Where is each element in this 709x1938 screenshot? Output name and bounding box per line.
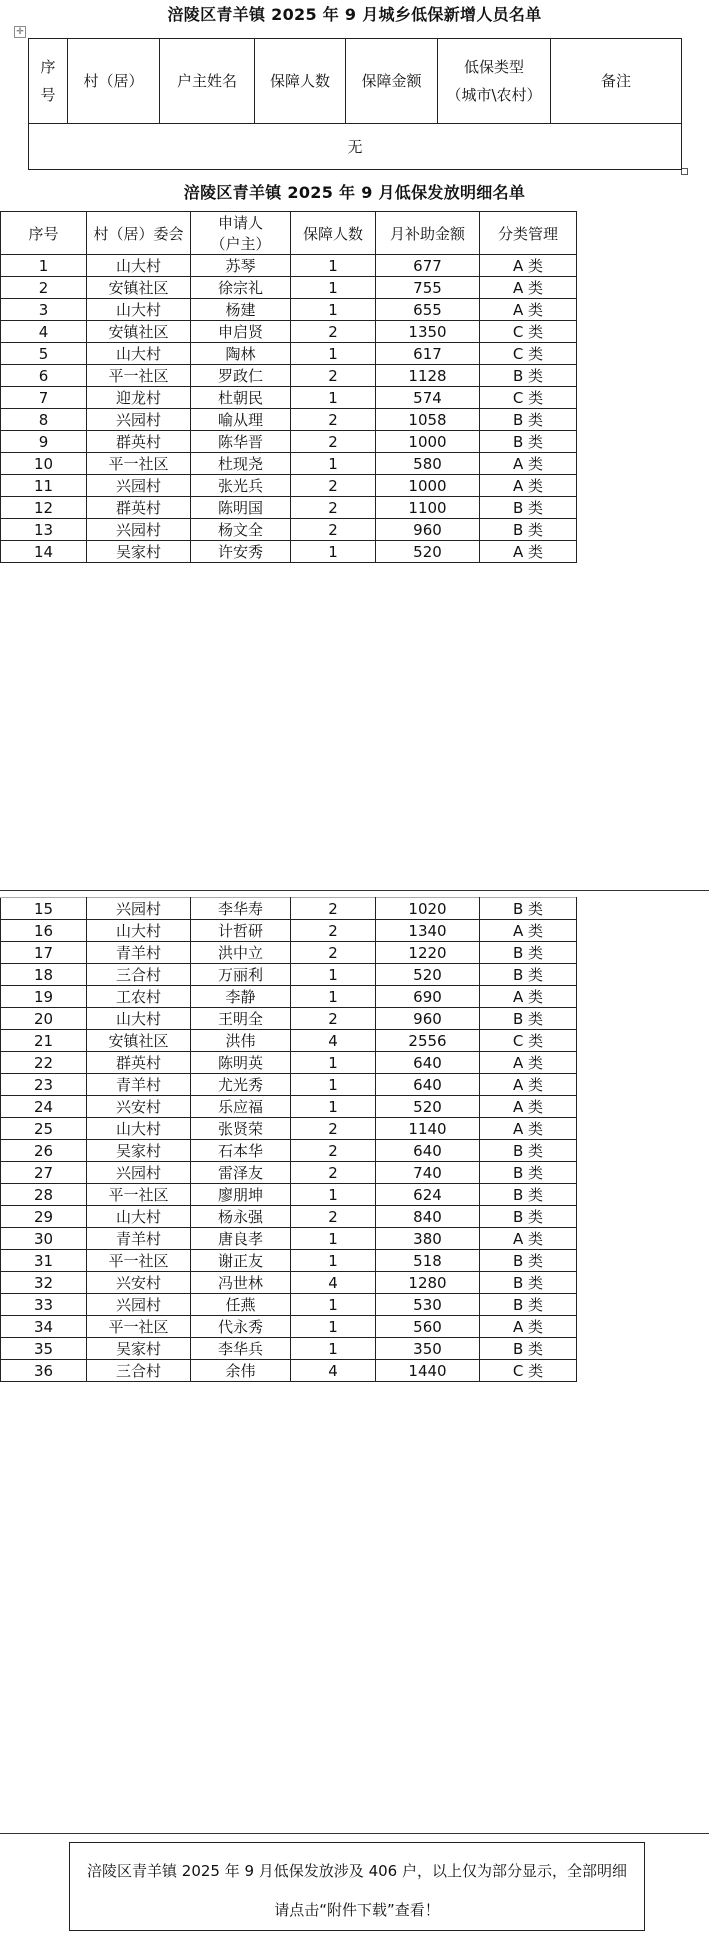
table-row	[1, 1272, 577, 1294]
village-cell: 青羊村	[87, 1228, 191, 1250]
table-row	[1, 1360, 577, 1382]
table-row	[1, 1074, 577, 1096]
household-size-cell: 1	[291, 277, 376, 299]
monthly-subsidy-cell: 640	[376, 1074, 480, 1096]
category-cell: B 类	[480, 1008, 577, 1030]
household-size-cell: 1	[291, 1074, 376, 1096]
table-row	[1, 1316, 577, 1338]
village-cell: 山大村	[87, 343, 191, 365]
table2-header-cell: 序号	[1, 212, 87, 255]
footer-note-line2: 请点击“附件下载”查看！	[274, 1901, 440, 1919]
household-size-cell: 1	[291, 1052, 376, 1074]
payment-detail-table-page1	[0, 211, 577, 563]
household-size-cell: 1	[291, 343, 376, 365]
empty-notice: 无	[29, 124, 682, 170]
household-size-cell: 2	[291, 1206, 376, 1228]
monthly-subsidy-cell: 560	[376, 1316, 480, 1338]
table1-header-cell: 户主姓名	[160, 39, 255, 124]
village-cell: 山大村	[87, 920, 191, 942]
applicant-name-cell: 雷泽友	[191, 1162, 291, 1184]
table1-header-row	[29, 39, 682, 124]
applicant-name-cell: 余伟	[191, 1360, 291, 1382]
row-number-cell: 14	[1, 541, 87, 563]
household-size-cell: 4	[291, 1030, 376, 1052]
category-cell: B 类	[480, 431, 577, 453]
category-cell: A 类	[480, 1074, 577, 1096]
village-cell: 安镇社区	[87, 277, 191, 299]
applicant-name-cell: 代永秀	[191, 1316, 291, 1338]
category-cell: A 类	[480, 1118, 577, 1140]
household-size-cell: 1	[291, 1316, 376, 1338]
table-move-handle-icon[interactable]: ✛	[14, 26, 26, 38]
village-cell: 兴园村	[87, 519, 191, 541]
household-size-cell: 2	[291, 898, 376, 920]
category-cell: B 类	[480, 1184, 577, 1206]
monthly-subsidy-cell: 1440	[376, 1360, 480, 1382]
village-cell: 群英村	[87, 497, 191, 519]
category-cell: B 类	[480, 898, 577, 920]
new-recipients-table	[28, 38, 682, 170]
row-number-cell: 1	[1, 255, 87, 277]
table1-header-cell: 序 号	[29, 39, 68, 124]
village-cell: 吴家村	[87, 1140, 191, 1162]
table-row	[1, 387, 577, 409]
row-number-cell: 6	[1, 365, 87, 387]
village-cell: 平一社区	[87, 365, 191, 387]
monthly-subsidy-cell: 1128	[376, 365, 480, 387]
monthly-subsidy-cell: 1000	[376, 431, 480, 453]
table-row	[1, 475, 577, 497]
monthly-subsidy-cell: 677	[376, 255, 480, 277]
monthly-subsidy-cell: 1100	[376, 497, 480, 519]
applicant-name-cell: 陈明国	[191, 497, 291, 519]
applicant-name-cell: 杨建	[191, 299, 291, 321]
row-number-cell: 9	[1, 431, 87, 453]
category-cell: A 类	[480, 475, 577, 497]
village-cell: 山大村	[87, 255, 191, 277]
monthly-subsidy-cell: 574	[376, 387, 480, 409]
row-number-cell: 26	[1, 1140, 87, 1162]
monthly-subsidy-cell: 640	[376, 1052, 480, 1074]
monthly-subsidy-cell: 520	[376, 541, 480, 563]
table2-header-cell: 保障人数	[291, 212, 376, 255]
village-cell: 三合村	[87, 1360, 191, 1382]
table1-header-cell: 保障金额	[346, 39, 438, 124]
table-row	[1, 321, 577, 343]
page-break-line	[0, 890, 709, 891]
table-row	[1, 1096, 577, 1118]
applicant-name-cell: 谢正友	[191, 1250, 291, 1272]
category-cell: C 类	[480, 321, 577, 343]
monthly-subsidy-cell: 624	[376, 1184, 480, 1206]
row-number-cell: 28	[1, 1184, 87, 1206]
row-number-cell: 25	[1, 1118, 87, 1140]
category-cell: A 类	[480, 299, 577, 321]
village-cell: 山大村	[87, 299, 191, 321]
category-cell: B 类	[480, 1338, 577, 1360]
row-number-cell: 24	[1, 1096, 87, 1118]
category-cell: B 类	[480, 942, 577, 964]
row-number-cell: 34	[1, 1316, 87, 1338]
monthly-subsidy-cell: 520	[376, 964, 480, 986]
table-row	[1, 920, 577, 942]
applicant-name-cell: 杜现尧	[191, 453, 291, 475]
category-cell: B 类	[480, 964, 577, 986]
row-number-cell: 35	[1, 1338, 87, 1360]
household-size-cell: 2	[291, 365, 376, 387]
household-size-cell: 2	[291, 431, 376, 453]
table-row	[1, 986, 577, 1008]
footer-note-line1: 涪陵区青羊镇 2025 年 9 月低保发放涉及 406 户，以上仅为部分显示，全部明细	[87, 1862, 627, 1880]
category-cell: A 类	[480, 986, 577, 1008]
row-number-cell: 21	[1, 1030, 87, 1052]
village-cell: 三合村	[87, 964, 191, 986]
monthly-subsidy-cell: 350	[376, 1338, 480, 1360]
monthly-subsidy-cell: 617	[376, 343, 480, 365]
table-row	[1, 1184, 577, 1206]
row-number-cell: 33	[1, 1294, 87, 1316]
applicant-name-cell: 张贤荣	[191, 1118, 291, 1140]
table-row	[1, 365, 577, 387]
household-size-cell: 1	[291, 1338, 376, 1360]
category-cell: A 类	[480, 255, 577, 277]
household-size-cell: 1	[291, 387, 376, 409]
household-size-cell: 2	[291, 519, 376, 541]
household-size-cell: 2	[291, 497, 376, 519]
household-size-cell: 2	[291, 1162, 376, 1184]
household-size-cell: 1	[291, 986, 376, 1008]
village-cell: 平一社区	[87, 453, 191, 475]
table-row	[1, 1030, 577, 1052]
category-cell: B 类	[480, 1294, 577, 1316]
row-number-cell: 3	[1, 299, 87, 321]
monthly-subsidy-cell: 960	[376, 1008, 480, 1030]
village-cell: 迎龙村	[87, 387, 191, 409]
category-cell: B 类	[480, 1140, 577, 1162]
applicant-name-cell: 乐应福	[191, 1096, 291, 1118]
household-size-cell: 2	[291, 1118, 376, 1140]
table-row	[1, 453, 577, 475]
household-size-cell: 1	[291, 453, 376, 475]
monthly-subsidy-cell: 1000	[376, 475, 480, 497]
village-cell: 安镇社区	[87, 1030, 191, 1052]
category-cell: A 类	[480, 541, 577, 563]
monthly-subsidy-cell: 740	[376, 1162, 480, 1184]
applicant-name-cell: 万丽利	[191, 964, 291, 986]
applicant-name-cell: 徐宗礼	[191, 277, 291, 299]
category-cell: B 类	[480, 365, 577, 387]
row-number-cell: 5	[1, 343, 87, 365]
row-number-cell: 23	[1, 1074, 87, 1096]
household-size-cell: 1	[291, 1228, 376, 1250]
village-cell: 吴家村	[87, 1338, 191, 1360]
table2-header-cell: 申请人 （户主）	[191, 212, 291, 255]
household-size-cell: 1	[291, 1250, 376, 1272]
household-size-cell: 2	[291, 920, 376, 942]
row-number-cell: 22	[1, 1052, 87, 1074]
category-cell: B 类	[480, 497, 577, 519]
page-break-line	[0, 1833, 709, 1834]
monthly-subsidy-cell: 1058	[376, 409, 480, 431]
applicant-name-cell: 申启贤	[191, 321, 291, 343]
category-cell: B 类	[480, 409, 577, 431]
applicant-name-cell: 廖朋坤	[191, 1184, 291, 1206]
monthly-subsidy-cell: 755	[376, 277, 480, 299]
row-number-cell: 16	[1, 920, 87, 942]
monthly-subsidy-cell: 1020	[376, 898, 480, 920]
table1-header-cell: 村（居）	[68, 39, 160, 124]
village-cell: 群英村	[87, 431, 191, 453]
table-row	[1, 964, 577, 986]
village-cell: 兴园村	[87, 898, 191, 920]
table2-header-row	[1, 212, 577, 255]
table-row	[1, 1118, 577, 1140]
applicant-name-cell: 杨文全	[191, 519, 291, 541]
row-number-cell: 2	[1, 277, 87, 299]
table2-header-cell: 村（居）委会	[87, 212, 191, 255]
table-row	[1, 343, 577, 365]
village-cell: 山大村	[87, 1206, 191, 1228]
monthly-subsidy-cell: 1350	[376, 321, 480, 343]
table-row	[1, 497, 577, 519]
household-size-cell: 1	[291, 255, 376, 277]
household-size-cell: 2	[291, 942, 376, 964]
table2-title: 涪陵区青羊镇 2025 年 9 月低保发放明细名单	[183, 183, 526, 202]
village-cell: 平一社区	[87, 1250, 191, 1272]
row-number-cell: 11	[1, 475, 87, 497]
row-number-cell: 15	[1, 898, 87, 920]
monthly-subsidy-cell: 690	[376, 986, 480, 1008]
row-number-cell: 20	[1, 1008, 87, 1030]
household-size-cell: 2	[291, 1140, 376, 1162]
village-cell: 平一社区	[87, 1316, 191, 1338]
category-cell: B 类	[480, 519, 577, 541]
monthly-subsidy-cell: 640	[376, 1140, 480, 1162]
village-cell: 山大村	[87, 1118, 191, 1140]
table-row	[1, 942, 577, 964]
category-cell: A 类	[480, 1096, 577, 1118]
table-row	[1, 541, 577, 563]
household-size-cell: 2	[291, 409, 376, 431]
household-size-cell: 4	[291, 1360, 376, 1382]
table-resize-handle[interactable]	[681, 168, 688, 175]
village-cell: 安镇社区	[87, 321, 191, 343]
monthly-subsidy-cell: 1140	[376, 1118, 480, 1140]
household-size-cell: 2	[291, 1008, 376, 1030]
row-number-cell: 27	[1, 1162, 87, 1184]
applicant-name-cell: 洪伟	[191, 1030, 291, 1052]
monthly-subsidy-cell: 1280	[376, 1272, 480, 1294]
category-cell: B 类	[480, 1250, 577, 1272]
row-number-cell: 13	[1, 519, 87, 541]
applicant-name-cell: 罗政仁	[191, 365, 291, 387]
category-cell: B 类	[480, 1272, 577, 1294]
household-size-cell: 1	[291, 964, 376, 986]
village-cell: 工农村	[87, 986, 191, 1008]
table-row	[1, 519, 577, 541]
payment-detail-table-page2	[0, 897, 577, 1382]
applicant-name-cell: 张光兵	[191, 475, 291, 497]
row-number-cell: 4	[1, 321, 87, 343]
row-number-cell: 12	[1, 497, 87, 519]
village-cell: 青羊村	[87, 1074, 191, 1096]
village-cell: 山大村	[87, 1008, 191, 1030]
village-cell: 兴园村	[87, 1294, 191, 1316]
village-cell: 兴安村	[87, 1096, 191, 1118]
row-number-cell: 7	[1, 387, 87, 409]
table-row	[1, 277, 577, 299]
monthly-subsidy-cell: 2556	[376, 1030, 480, 1052]
category-cell: A 类	[480, 1052, 577, 1074]
category-cell: C 类	[480, 387, 577, 409]
monthly-subsidy-cell: 380	[376, 1228, 480, 1250]
applicant-name-cell: 杜朝民	[191, 387, 291, 409]
row-number-cell: 19	[1, 986, 87, 1008]
applicant-name-cell: 冯世林	[191, 1272, 291, 1294]
row-number-cell: 31	[1, 1250, 87, 1272]
applicant-name-cell: 计哲研	[191, 920, 291, 942]
table2-header-cell: 月补助金额	[376, 212, 480, 255]
row-number-cell: 29	[1, 1206, 87, 1228]
category-cell: B 类	[480, 1162, 577, 1184]
village-cell: 群英村	[87, 1052, 191, 1074]
monthly-subsidy-cell: 960	[376, 519, 480, 541]
applicant-name-cell: 陶林	[191, 343, 291, 365]
village-cell: 平一社区	[87, 1184, 191, 1206]
category-cell: C 类	[480, 1030, 577, 1052]
village-cell: 青羊村	[87, 942, 191, 964]
applicant-name-cell: 尤光秀	[191, 1074, 291, 1096]
household-size-cell: 1	[291, 1184, 376, 1206]
applicant-name-cell: 苏琴	[191, 255, 291, 277]
table-row	[1, 255, 577, 277]
table-row	[1, 1228, 577, 1250]
table-row	[1, 1140, 577, 1162]
table-row	[1, 409, 577, 431]
applicant-name-cell: 李华寿	[191, 898, 291, 920]
table-row	[1, 1052, 577, 1074]
row-number-cell: 10	[1, 453, 87, 475]
row-number-cell: 32	[1, 1272, 87, 1294]
category-cell: A 类	[480, 1316, 577, 1338]
monthly-subsidy-cell: 530	[376, 1294, 480, 1316]
row-number-cell: 8	[1, 409, 87, 431]
applicant-name-cell: 任燕	[191, 1294, 291, 1316]
applicant-name-cell: 石本华	[191, 1140, 291, 1162]
applicant-name-cell: 陈明英	[191, 1052, 291, 1074]
table2-header-cell: 分类管理	[480, 212, 577, 255]
category-cell: A 类	[480, 277, 577, 299]
table-row	[1, 1338, 577, 1360]
village-cell: 兴安村	[87, 1272, 191, 1294]
table1-header-cell: 低保类型 （城市\农村）	[438, 39, 551, 124]
category-cell: B 类	[480, 1206, 577, 1228]
household-size-cell: 1	[291, 1096, 376, 1118]
applicant-name-cell: 唐良孝	[191, 1228, 291, 1250]
table-row	[1, 431, 577, 453]
village-cell: 吴家村	[87, 541, 191, 563]
monthly-subsidy-cell: 1340	[376, 920, 480, 942]
household-size-cell: 2	[291, 321, 376, 343]
village-cell: 兴园村	[87, 409, 191, 431]
category-cell: A 类	[480, 1228, 577, 1250]
row-number-cell: 36	[1, 1360, 87, 1382]
village-cell: 兴园村	[87, 475, 191, 497]
table1-title: 涪陵区青羊镇 2025 年 9 月城乡低保新增人员名单	[167, 5, 542, 24]
monthly-subsidy-cell: 520	[376, 1096, 480, 1118]
row-number-cell: 30	[1, 1228, 87, 1250]
table-row	[1, 1008, 577, 1030]
household-size-cell: 1	[291, 1294, 376, 1316]
category-cell: C 类	[480, 343, 577, 365]
category-cell: A 类	[480, 453, 577, 475]
table-row	[1, 1206, 577, 1228]
household-size-cell: 2	[291, 475, 376, 497]
monthly-subsidy-cell: 840	[376, 1206, 480, 1228]
applicant-name-cell: 李静	[191, 986, 291, 1008]
row-number-cell: 18	[1, 964, 87, 986]
category-cell: C 类	[480, 1360, 577, 1382]
monthly-subsidy-cell: 1220	[376, 942, 480, 964]
table-row	[1, 898, 577, 920]
monthly-subsidy-cell: 655	[376, 299, 480, 321]
monthly-subsidy-cell: 580	[376, 453, 480, 475]
applicant-name-cell: 喻从理	[191, 409, 291, 431]
category-cell: A 类	[480, 920, 577, 942]
monthly-subsidy-cell: 518	[376, 1250, 480, 1272]
household-size-cell: 1	[291, 299, 376, 321]
household-size-cell: 1	[291, 541, 376, 563]
table1-header-cell: 备注	[551, 39, 682, 124]
table1-header-cell: 保障人数	[255, 39, 346, 124]
table-row	[1, 1162, 577, 1184]
table-row	[1, 1250, 577, 1272]
row-number-cell: 17	[1, 942, 87, 964]
applicant-name-cell: 杨永强	[191, 1206, 291, 1228]
applicant-name-cell: 王明全	[191, 1008, 291, 1030]
household-size-cell: 4	[291, 1272, 376, 1294]
village-cell: 兴园村	[87, 1162, 191, 1184]
applicant-name-cell: 洪中立	[191, 942, 291, 964]
table-row	[1, 299, 577, 321]
applicant-name-cell: 陈华晋	[191, 431, 291, 453]
applicant-name-cell: 许安秀	[191, 541, 291, 563]
footer-note	[69, 1842, 645, 1931]
applicant-name-cell: 李华兵	[191, 1338, 291, 1360]
table-row	[1, 1294, 577, 1316]
